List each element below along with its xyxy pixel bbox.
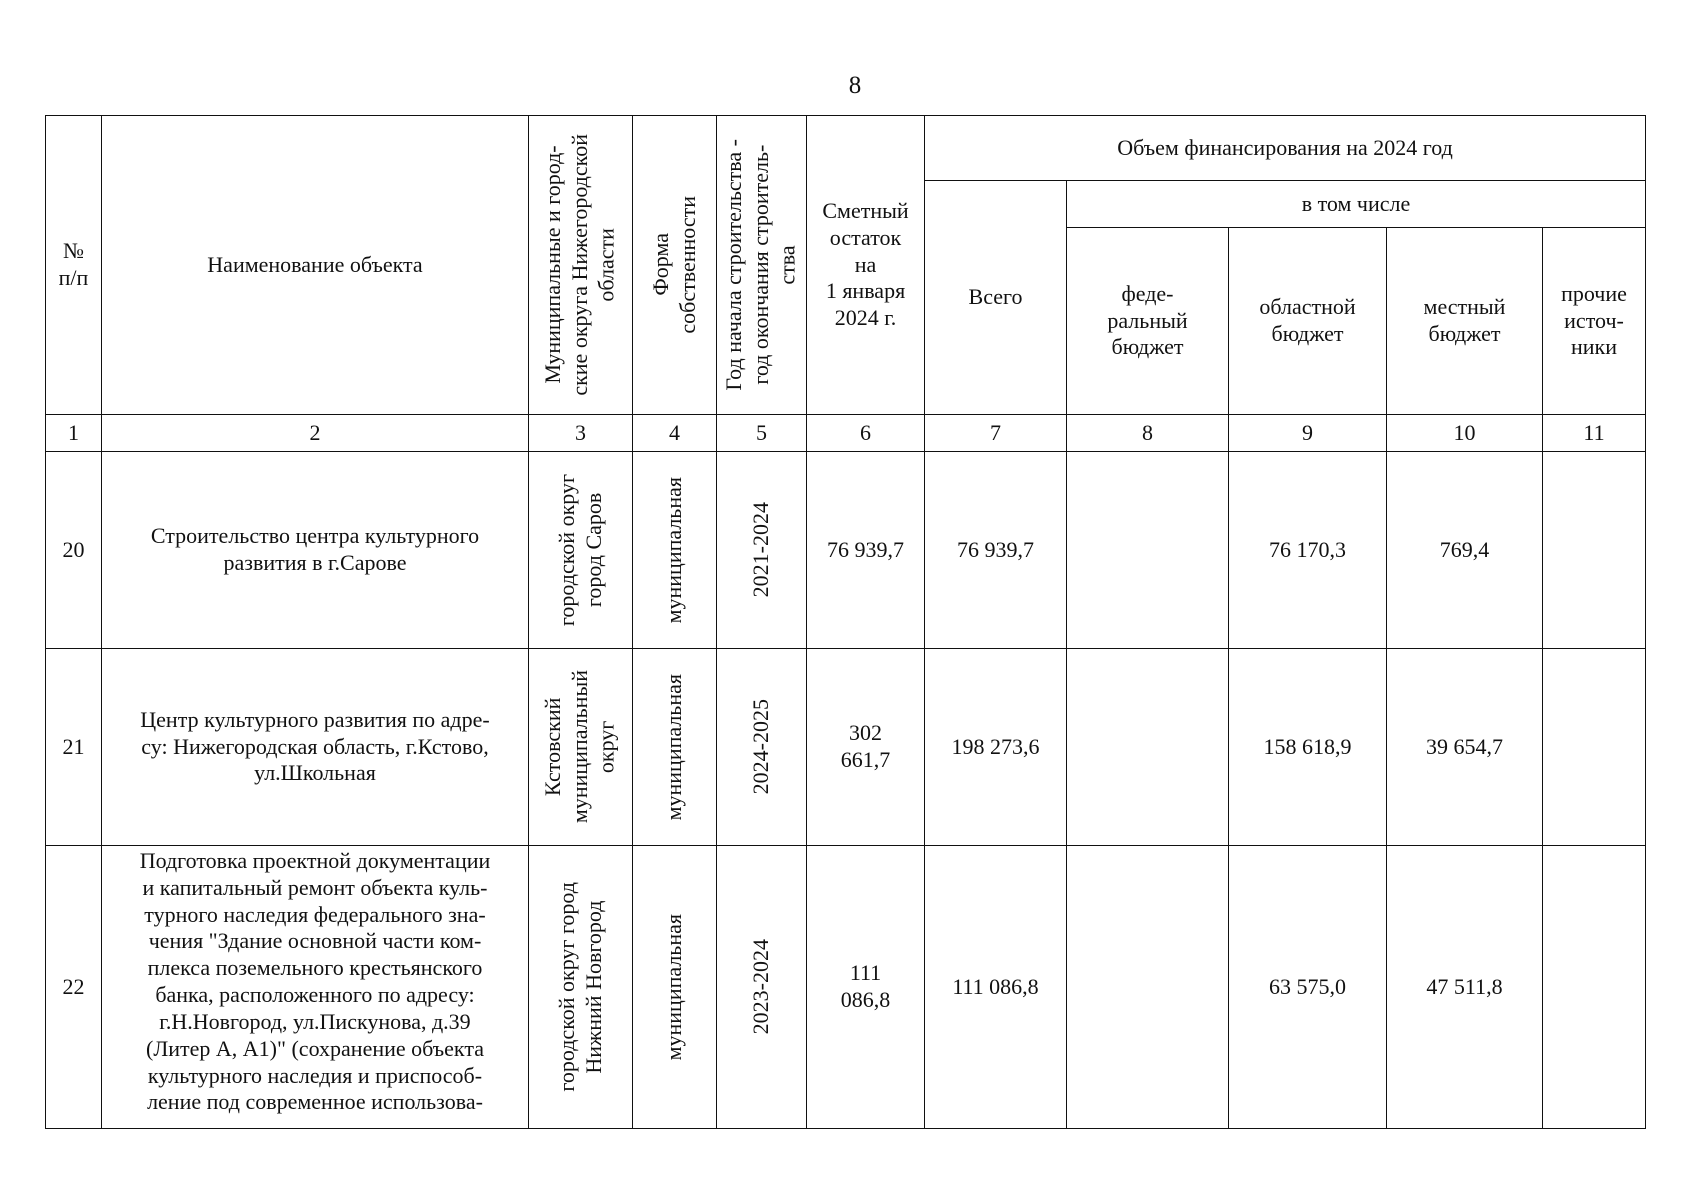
- column-number: 4: [633, 415, 717, 452]
- column-number: 3: [529, 415, 633, 452]
- years-cell: 2021-2024: [717, 452, 807, 649]
- municipality-cell: городской округ город Саров: [529, 452, 633, 649]
- header-ownership: Форма собственности: [633, 116, 717, 415]
- column-number: 7: [925, 415, 1067, 452]
- object-name: Центр культурного развития по адре- су: Нижегородская область, г.Кстово, ул.Школьная: [102, 649, 529, 846]
- column-number: 9: [1229, 415, 1387, 452]
- local-cell: 39 654,7: [1387, 649, 1543, 846]
- column-number-row: [46, 415, 1646, 452]
- header-including: в том числе: [1067, 181, 1646, 228]
- financing-table: [45, 115, 1646, 1129]
- header-funding: Объем финансирования на 2024 год: [925, 116, 1646, 181]
- header-other: прочие источ- ники: [1543, 228, 1646, 415]
- column-number: 1: [46, 415, 102, 452]
- column-number: 11: [1543, 415, 1646, 452]
- row-number: 22: [46, 846, 102, 1129]
- table-row: [46, 846, 1646, 1129]
- column-number: 5: [717, 415, 807, 452]
- years-cell: 2024-2025: [717, 649, 807, 846]
- regional-cell: 158 618,9: [1229, 649, 1387, 846]
- column-number: 6: [807, 415, 925, 452]
- remaining-cell: 76 939,7: [807, 452, 925, 649]
- header-num: № п/п: [46, 116, 102, 415]
- column-number: 10: [1387, 415, 1543, 452]
- row-number: 21: [46, 649, 102, 846]
- object-name: Подготовка проектной документации и капитальный ремонт объекта куль- турного наследия федерального зна- чения "Здание основной части ком- плекса поземельного крестьянского банка, расположенного по адресу: г.Н.Новгород, ул.Пискунова, д.39 (Литер А, А1)" (сохранение объекта культурного наследия и приспособ- ление под современное использова-: [102, 846, 529, 1129]
- ownership-cell: муниципальная: [633, 649, 717, 846]
- federal-cell: [1067, 452, 1229, 649]
- federal-cell: [1067, 649, 1229, 846]
- table-row: [46, 649, 1646, 846]
- header-federal: феде- ральный бюджет: [1067, 228, 1229, 415]
- total-cell: 76 939,7: [925, 452, 1067, 649]
- header-regional: областной бюджет: [1229, 228, 1387, 415]
- local-cell: 769,4: [1387, 452, 1543, 649]
- regional-cell: 76 170,3: [1229, 452, 1387, 649]
- remaining-cell: 111 086,8: [807, 846, 925, 1129]
- page-number: 8: [848, 72, 862, 99]
- municipality-cell: городской округ город Нижний Новгород: [529, 846, 633, 1129]
- years-cell: 2023-2024: [717, 846, 807, 1129]
- header-years: Год начала строительства - год окончания строитель- ства: [717, 116, 807, 415]
- object-name: Строительство центра культурного развития в г.Сарове: [102, 452, 529, 649]
- header-total: Всего: [925, 181, 1067, 415]
- table-row: [46, 452, 1646, 649]
- other-cell: [1543, 649, 1646, 846]
- federal-cell: [1067, 846, 1229, 1129]
- municipality-cell: Кстовский муниципальный округ: [529, 649, 633, 846]
- ownership-cell: муниципальная: [633, 846, 717, 1129]
- total-cell: 111 086,8: [925, 846, 1067, 1129]
- local-cell: 47 511,8: [1387, 846, 1543, 1129]
- other-cell: [1543, 452, 1646, 649]
- column-number: 2: [102, 415, 529, 452]
- row-number: 20: [46, 452, 102, 649]
- header-remaining: Сметный остаток на 1 января 2024 г.: [807, 116, 925, 415]
- header-name: Наименование объекта: [102, 116, 529, 415]
- total-cell: 198 273,6: [925, 649, 1067, 846]
- ownership-cell: муниципальная: [633, 452, 717, 649]
- header-local: местный бюджет: [1387, 228, 1543, 415]
- remaining-cell: 302 661,7: [807, 649, 925, 846]
- regional-cell: 63 575,0: [1229, 846, 1387, 1129]
- other-cell: [1543, 846, 1646, 1129]
- header-municipality: Муниципальные и город- ские округа Нижегородской области: [529, 116, 633, 415]
- column-number: 8: [1067, 415, 1229, 452]
